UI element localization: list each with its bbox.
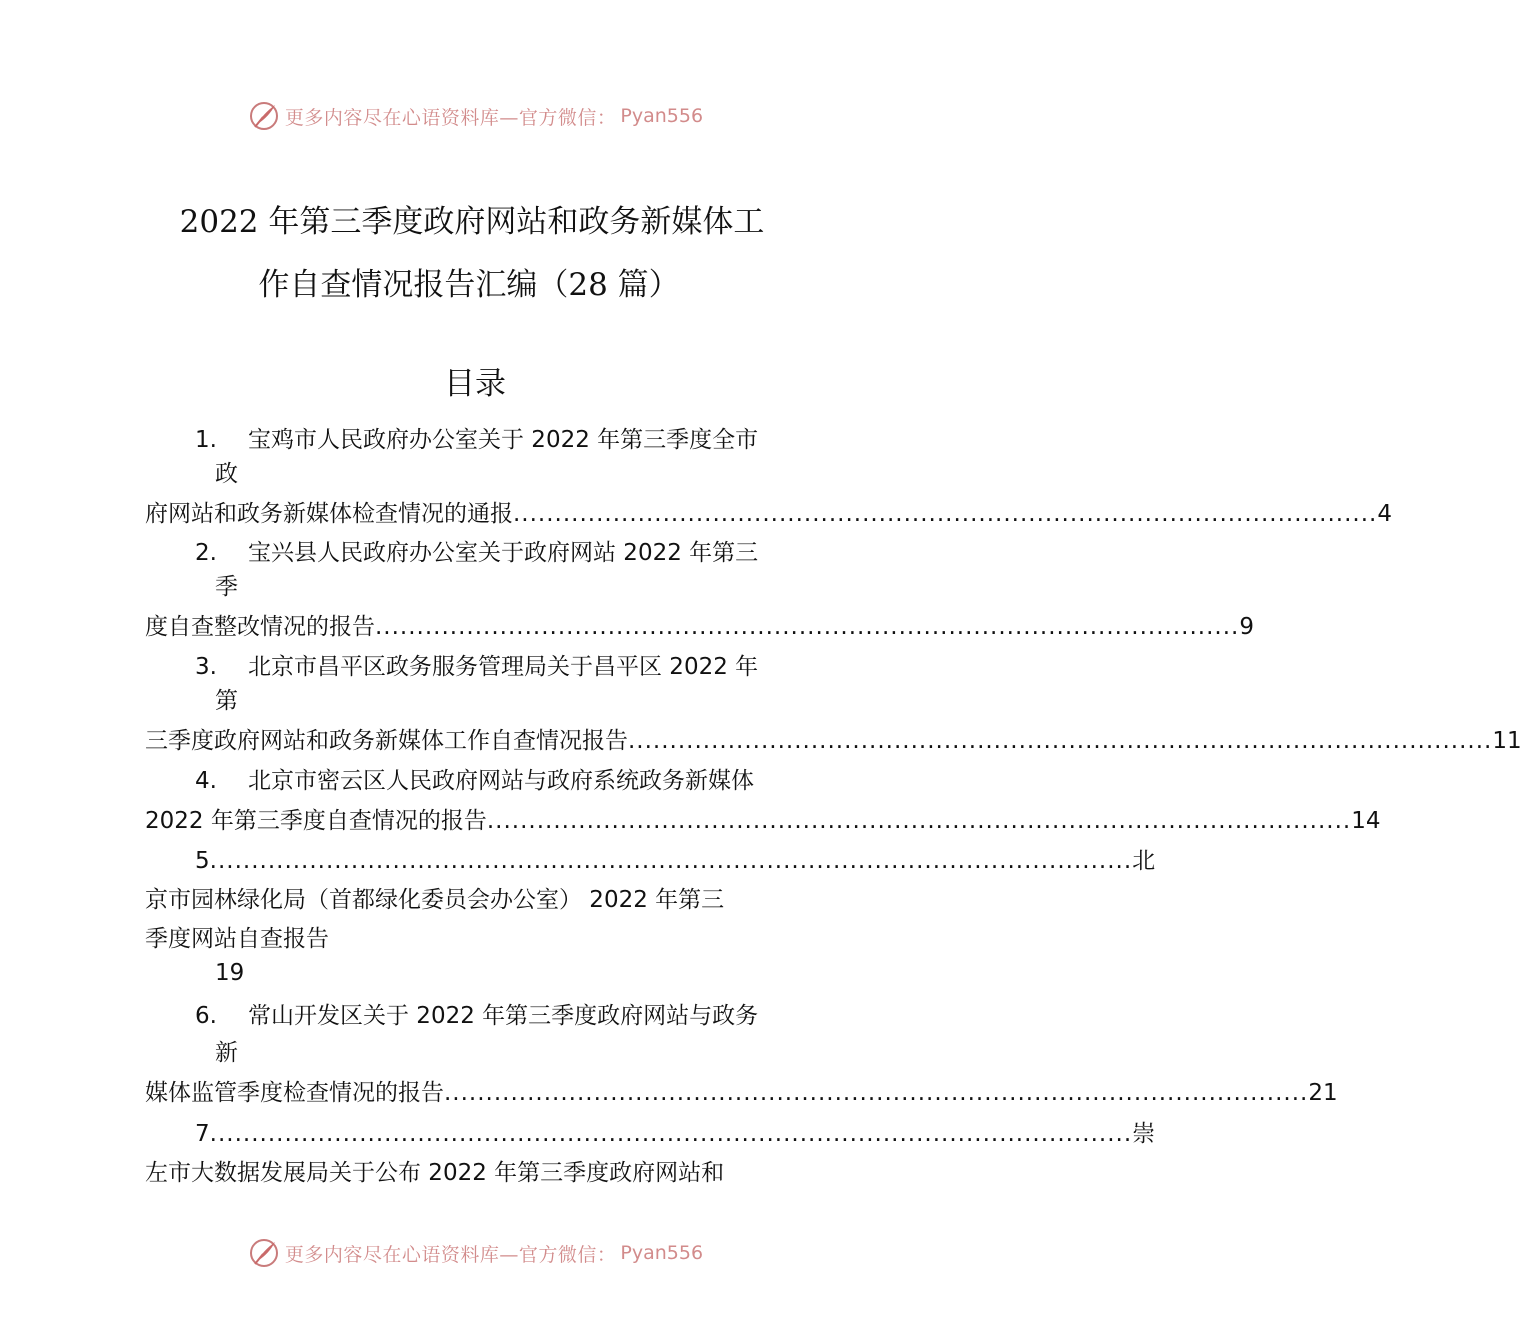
toc-item-4-number: 4.: [195, 768, 217, 794]
toc-item-7-line1end: 崇: [1132, 1121, 1156, 1147]
toc-item-1-line3: 府网站和政务新媒体检查情况的通报: [145, 501, 513, 527]
toc-item-3-number: 3.: [195, 654, 217, 680]
toc-item-5-line2: 京市园林绿化局（首都绿化委员会办公室） 2022 年第三: [145, 887, 725, 913]
watermark-header: [0, 96, 950, 136]
toc-item-6-line3: 媒体监管季度检查情况的报告: [145, 1080, 444, 1106]
feather-logo-icon: [247, 99, 281, 133]
toc-item-6-entry[interactable]: [145, 1078, 1338, 1108]
toc-item-4-line3: 2022 年第三季度自查情况的报告: [145, 808, 487, 834]
toc-item-2-line3: 度自查整改情况的报告: [145, 614, 375, 640]
toc-item-7-line2: 左市大数据发展局关于公布 2022 年第三季度政府网站和: [145, 1160, 725, 1186]
watermark-id: Pyan556: [620, 105, 704, 127]
toc-item-3-page: 11: [1492, 728, 1522, 754]
toc-item-2-number: 2.: [195, 540, 217, 566]
toc-item-3-line1: 北京市昌平区政务服务管理局关于昌平区 2022 年: [248, 654, 759, 680]
toc-item-6-number: 6.: [195, 1003, 217, 1029]
toc-item-5-entry[interactable]: [195, 846, 1156, 876]
toc-leader-dots: ...............................................................................................................: [209, 848, 1133, 874]
toc-item-3-line3: 三季度政府网站和政务新媒体工作自查情况报告: [145, 728, 628, 754]
toc-item-1-number: 1.: [195, 427, 217, 453]
toc-leader-dots: ........................................................................................................: [628, 728, 1493, 754]
toc-item-2-entry[interactable]: [145, 612, 1254, 642]
toc-item-1-page: 4: [1377, 501, 1392, 527]
feather-logo-icon: [247, 1236, 281, 1270]
toc-leader-dots: ........................................................................................................: [486, 808, 1352, 834]
toc-leader-dots: ...............................................................................................................: [209, 1121, 1133, 1147]
toc-item-5-number: 5: [195, 848, 210, 874]
toc-item-4-page: 14: [1351, 808, 1381, 834]
toc-item-2-page: 9: [1239, 614, 1254, 640]
watermark-footer: [0, 1233, 950, 1273]
watermark-text: 更多内容尽在心语资料库—官方微信：: [284, 1243, 617, 1266]
toc-item-6-line1: 常山开发区关于 2022 年第三季度政府网站与政务: [248, 1003, 759, 1029]
toc-item-1-line2: 政: [215, 461, 238, 487]
toc-item-6-page: 21: [1308, 1080, 1338, 1106]
toc-item-2-line1: 宝兴县人民政府办公室关于政府网站 2022 年第三: [248, 540, 759, 566]
toc-item-5-line3: 季度网站自查报告: [145, 926, 329, 952]
toc-item-1-entry[interactable]: [145, 499, 1392, 529]
toc-item-7-entry[interactable]: [195, 1119, 1156, 1149]
document-title-line2: 作自查情况报告汇编（28 篇）: [258, 267, 680, 303]
toc-item-3-entry[interactable]: [145, 726, 1522, 756]
toc-item-4-line1: 北京市密云区人民政府网站与政府系统政务新媒体: [248, 768, 754, 794]
toc-item-5-page: 19: [215, 960, 245, 986]
toc-item-7-number: 7: [195, 1121, 210, 1147]
toc-leader-dots: ........................................................................................................: [444, 1080, 1309, 1106]
toc-item-3-line2: 第: [215, 688, 238, 714]
toc-heading: 目录: [444, 366, 506, 402]
toc-item-6-line2: 新: [215, 1040, 238, 1066]
toc-item-1-line1: 宝鸡市人民政府办公室关于 2022 年第三季度全市: [248, 427, 759, 453]
toc-item-5-line1end: 北: [1132, 848, 1156, 874]
document-title-line1: 2022 年第三季度政府网站和政务新媒体工: [179, 204, 765, 240]
toc-leader-dots: ........................................................................................................: [375, 614, 1240, 640]
toc-item-4-entry[interactable]: [145, 806, 1381, 836]
toc-leader-dots: ........................................................................................................: [513, 501, 1378, 527]
watermark-text: 更多内容尽在心语资料库—官方微信：: [284, 106, 617, 129]
toc-item-2-line2: 季: [215, 574, 238, 600]
watermark-id: Pyan556: [620, 1242, 704, 1264]
